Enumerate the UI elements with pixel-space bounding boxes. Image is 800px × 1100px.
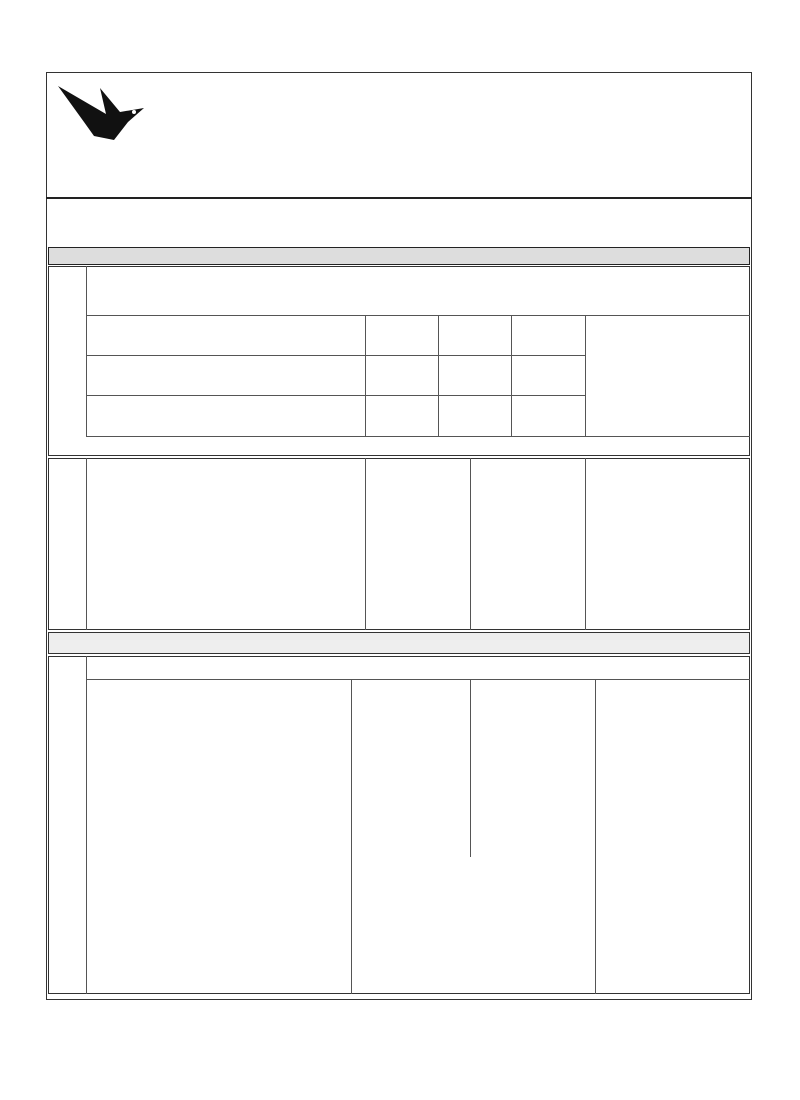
note-bar <box>48 632 750 654</box>
row-line <box>86 679 750 680</box>
table-header <box>48 247 750 265</box>
row-line <box>86 315 750 316</box>
col-line <box>365 315 366 436</box>
col-line <box>595 679 596 994</box>
col-line <box>438 315 439 436</box>
col-line <box>470 458 471 630</box>
col-line <box>585 458 586 630</box>
row-line <box>86 355 585 356</box>
col-line <box>86 656 87 994</box>
col-line <box>351 679 352 994</box>
jingcai-section <box>48 656 750 994</box>
guangxi-section <box>48 458 750 630</box>
col-line <box>585 315 586 436</box>
row-line <box>86 436 750 437</box>
col-line <box>470 679 471 857</box>
divider <box>46 197 752 199</box>
dove-logo-icon <box>54 78 150 148</box>
col-line <box>365 458 366 630</box>
col-line <box>511 315 512 436</box>
col-line <box>86 458 87 630</box>
col-line <box>86 266 87 436</box>
guilin-section <box>48 266 750 456</box>
row-line <box>86 395 585 396</box>
